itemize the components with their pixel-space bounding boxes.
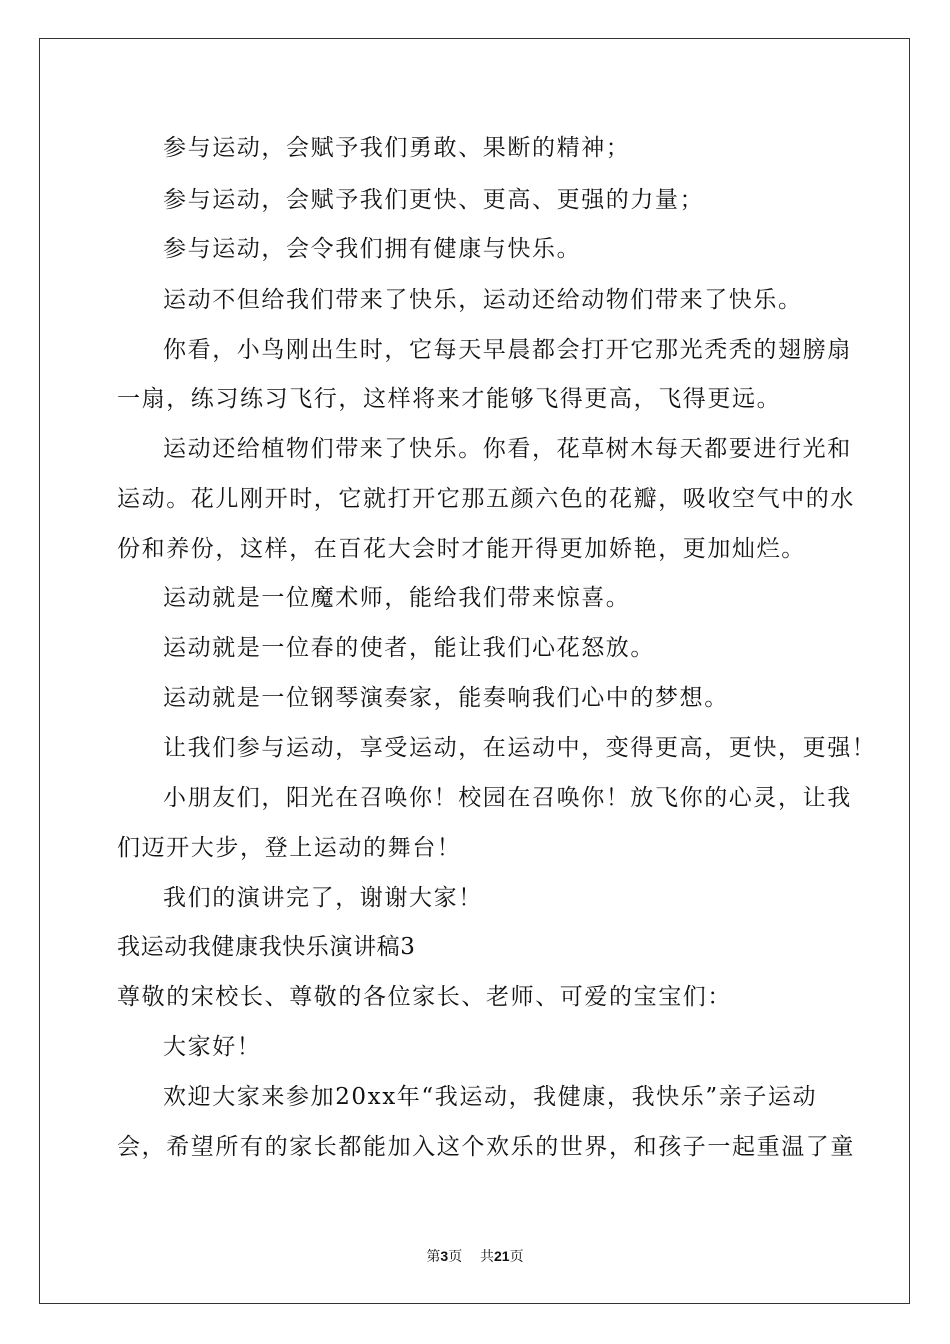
paragraph-line: 小朋友们，阳光在召唤你！校园在召唤你！放飞你的心灵，让我 [163,785,852,811]
paragraph-line: 一扇，练习练习飞行，这样将来才能够飞得更高，飞得更远。 [117,386,782,412]
footer-page-suffix: 页 [448,1249,463,1265]
page-footer [0,1246,950,1266]
footer-total-number: 21 [494,1248,510,1264]
paragraph-line: 你看，小鸟刚出生时，它每天早晨都会打开它那光秃秃的翅膀扇 [163,337,852,363]
paragraph-line: 我们的演讲完了，谢谢大家！ [163,885,483,911]
paragraph-line: 运动不但给我们带来了快乐，运动还给动物们带来了快乐。 [163,287,803,313]
footer-page-number: 3 [440,1248,449,1264]
salutation-line: 尊敬的宋校长、尊敬的各位家长、老师、可爱的宝宝们： [117,984,732,1010]
paragraph-line: 让我们参与运动，享受运动，在运动中，变得更高，更快，更强！ [163,735,877,761]
footer-total-suffix: 页 [509,1249,524,1265]
page-border [39,38,910,1304]
paragraph-line: 运动还给植物们带来了快乐。你看，花草树木每天都要进行光和 [163,436,852,462]
paragraph-line: 大家好！ [163,1034,262,1060]
paragraph-line: 参与运动，会令我们拥有健康与快乐。 [163,236,582,262]
paragraph-line: 参与运动，会赋予我们更快、更高、更强的力量； [163,187,705,213]
paragraph-line: 运动。花儿刚开时，它就打开它那五颜六色的花瓣，吸收空气中的水 [117,486,855,512]
paragraph-line: 运动就是一位魔术师，能给我们带来惊喜。 [163,585,631,611]
paragraph-line: 份和养份，这样，在百花大会时才能开得更加娇艳，更加灿烂。 [117,536,806,562]
footer-page-prefix: 第 [426,1249,441,1265]
paragraph-line: 运动就是一位春的使者，能让我们心花怒放。 [163,635,655,661]
paragraph-line: 参与运动，会赋予我们勇敢、果断的精神； [163,135,631,161]
paragraph-line: 运动就是一位钢琴演奏家，能奏响我们心中的梦想。 [163,685,729,711]
paragraph-line: 们迈开大步，登上运动的舞台！ [117,835,462,861]
paragraph-line: 欢迎大家来参加20xx年“我运动，我健康，我快乐”亲子运动 [163,1084,818,1110]
footer-total-prefix: 共 [480,1249,495,1265]
paragraph-line: 会，希望所有的家长都能加入这个欢乐的世界，和孩子一起重温了童 [117,1134,855,1160]
section-heading: 我运动我健康我快乐演讲稿3 [117,934,416,960]
